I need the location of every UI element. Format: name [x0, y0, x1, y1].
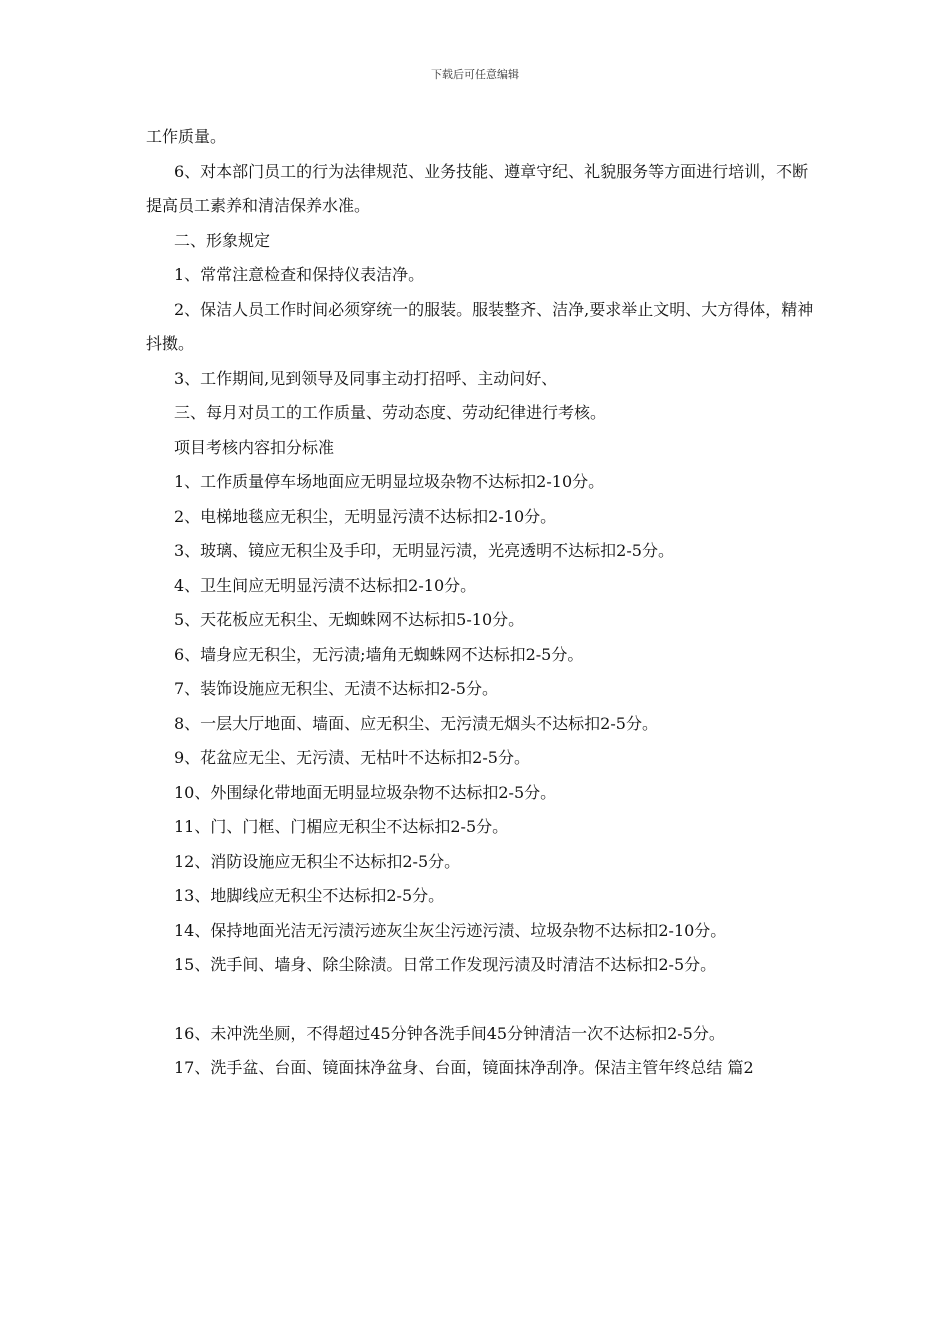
list-item: 5、天花板应无积尘、无蜘蛛网不达标扣5-10分。	[174, 610, 525, 629]
section-heading: 二、形象规定	[174, 230, 271, 250]
blank-line	[146, 983, 818, 1017]
paragraph: 6、对本部门员工的行为法律规范、业务技能、遵章守纪、礼貌服务等方面进行培训，不断提高员工素养和清洁保养水准。	[146, 161, 809, 215]
list-item: 15、洗手间、墙身、除尘除渍。日常工作发现污渍及时清洁不达标扣2-5分。	[174, 955, 717, 974]
paragraph: 1、常常注意检查和保持仪表洁净。	[174, 265, 425, 284]
list-item: 2、电梯地毯应无积尘，无明显污渍不达标扣2-10分。	[174, 506, 557, 526]
paragraph: 工作质量。	[146, 127, 227, 146]
list-item: 11、门、门框、门楣应无积尘不达标扣2-5分。	[174, 817, 509, 836]
list-item: 12、消防设施应无积尘不达标扣2-5分。	[174, 851, 461, 871]
list-item: 4、卫生间应无明显污渍不达标扣2-10分。	[174, 575, 477, 595]
paragraph: 2、保洁人员工作时间必须穿统一的服装。服装整齐、洁净,要求举止文明、大方得体，精神抖擞。	[146, 299, 814, 353]
list-item: 8、一层大厅地面、墙面、应无积尘、无污渍无烟头不达标扣2-5分。	[174, 713, 658, 733]
paragraph: 3、工作期间,见到领导及同事主动打招呼、主动问好、	[174, 368, 558, 388]
list-item: 3、玻璃、镜应无积尘及手印，无明显污渍，光亮透明不达标扣2-5分。	[174, 541, 674, 560]
document-body	[146, 120, 818, 1086]
section-heading: 三、每月对员工的工作质量、劳动态度、劳动纪律进行考核。	[174, 403, 607, 422]
list-item: 16、未冲洗坐厕，不得超过45分钟各洗手间45分钟清洁一次不达标扣2-5分。	[174, 1023, 725, 1043]
list-item: 1、工作质量停车场地面应无明显垃圾杂物不达标扣2-10分。	[174, 472, 605, 491]
table-heading: 项目考核内容扣分标准	[174, 437, 335, 457]
list-item: 6、墙身应无积尘，无污渍;墙角无蜘蛛网不达标扣2-5分。	[174, 644, 584, 664]
list-item: 13、地脚线应无积尘不达标扣2-5分。	[174, 886, 445, 905]
list-item: 14、保持地面光洁无污渍污迹灰尘灰尘污迹污渍、垃圾杂物不达标扣2-10分。	[174, 920, 727, 940]
list-item: 9、花盆应无尘、无污渍、无枯叶不达标扣2-5分。	[174, 748, 530, 767]
list-item: 10、外围绿化带地面无明显垃圾杂物不达标扣2-5分。	[174, 782, 557, 802]
list-item: 7、装饰设施应无积尘、无渍不达标扣2-5分。	[174, 679, 498, 698]
page-header: 下载后可任意编辑	[431, 68, 519, 81]
list-item: 17、洗手盆、台面、镜面抹净盆身、台面，镜面抹净刮净。保洁主管年终总结 篇2	[174, 1058, 754, 1077]
